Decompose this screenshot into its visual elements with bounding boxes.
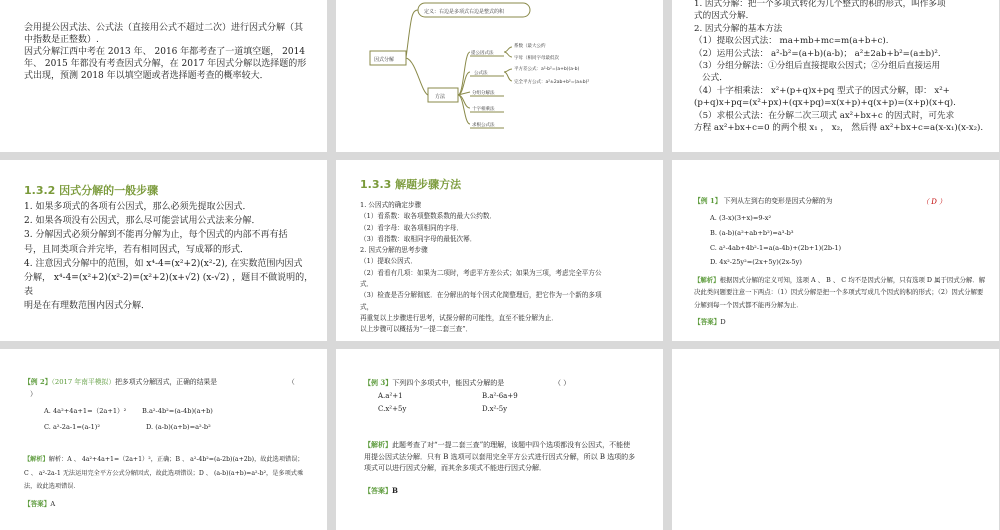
- example1-answer-mark: （ D ）: [922, 198, 947, 206]
- example2-ans-label: 【答案】: [24, 500, 51, 508]
- example2-option-c: C. a²-2a-1=(a-1)²: [44, 423, 101, 431]
- example3-option-d: D.x²-5y: [482, 405, 508, 413]
- slide-6-example-1: [672, 160, 999, 341]
- example2-tag: （2017 年南平模拟）: [51, 378, 116, 386]
- example1-option-d: D. 4x²-25y²=(2x+5y)(2x-5y): [710, 258, 802, 267]
- example1-option-c: C. a²-4ab+4b²-1=a(a-4b)+(2b+1)(2b-1): [710, 243, 842, 252]
- slide5-line: （1）看系数：取各项整数系数的最大公约数．: [360, 212, 497, 221]
- example2-option-b: B.a²-4b²=(a-4b)(a+b): [142, 407, 213, 415]
- example1-options: [710, 211, 980, 270]
- slide3-line: （2）运用公式法： a²-b²=(a+b)(a-b)； a²±2ab+b²=(a±b)².: [694, 48, 941, 59]
- slide-5: [336, 160, 663, 341]
- example1-option-b: B. (a-b)(a²+ab+b²)=a³-b³: [710, 228, 794, 237]
- slide5-line: （3）看指数：取相同字母的最低次幂．: [360, 234, 477, 243]
- example2-question: 把多项式分解因式，正确的结果是: [115, 378, 218, 386]
- slide5-line: （2）看字母：取各项相同的字母．: [360, 223, 464, 232]
- example3-answer-block: [364, 486, 398, 496]
- example1-exp-label: 【解析】: [694, 276, 720, 284]
- example3-explanation-block: [364, 439, 636, 475]
- slide5-line: （3）检查是否分解彻底．在分解出的每个因式化简整理后，把它作为一个新的多项: [360, 291, 602, 300]
- slide4-line: 2. 如果各项没有公因式，那么尽可能尝试用公式法来分解．: [24, 216, 261, 227]
- slide5-title: 1.3.3 解题步骤方法: [360, 178, 462, 191]
- slide3-line: 1. 因式分解：把一个多项式转化为几个整式的积的形式，叫作多项: [694, 0, 946, 9]
- example1-label: 【例 1】: [694, 197, 722, 205]
- mindmap-definition-text: 定义：右边是多项式右边是整式的积: [424, 9, 505, 15]
- slide1-paragraph-2: 因式分解江西中考在 2013 年、 2016 年都考查了一道填空题， 2014 年、 2015 年都没有考查因式分解，在 2017 年因式分解以选择题的形式出现，预测 2018 年以填空题或者选择题考查的概率较大．: [24, 47, 307, 81]
- mindmap-m2a: 平方差公式：a²-b²=(a+b)(a-b): [514, 67, 580, 72]
- example3-label: 【例 3】: [364, 378, 393, 387]
- example2-answer-block: [24, 499, 55, 509]
- slide-8-example-3: [336, 349, 663, 530]
- slide4-line: 号，且同类项合并完毕，若有相同因式，写成幂的形式．: [24, 244, 250, 255]
- mindmap-m3: 分组分解法: [472, 91, 495, 96]
- slide-3: [672, 0, 999, 152]
- mindmap-m2b: 完全平方公式：a²±2ab+b²=(a±b)²: [514, 80, 590, 85]
- slide3-line: （1）提取公因式法： ma+mb+mc=m(a+b+c).: [694, 36, 889, 47]
- slide5-line: 式．: [360, 280, 374, 289]
- slide-1: [0, 0, 327, 152]
- slide4-line: 明是在有理数范围内因式分解．: [24, 301, 151, 312]
- example3-exp-label: 【解析】: [364, 440, 392, 449]
- slide3-line: 公式．: [702, 73, 728, 84]
- slide-9-blank: [672, 349, 999, 530]
- mindmap-root-text: 因式分解: [374, 57, 395, 63]
- example1-explanation: 根据因式分解的定义可知，选项 A 、 B 、 C 均不是因式分解，只有选项 D 属于因式分解．解决此类问题要注意一下两点：（1）因式分解是把一个多项式写成几个因式的积的形式；（2）因式分解要分解到每一个因式都不能再分解为止．: [694, 276, 986, 309]
- slide5-line: （1）提取公因式．: [360, 257, 417, 266]
- example3-option-a: A.a²+1: [378, 392, 403, 400]
- slide3-line: 方程 ax²+bx+c=0 的两个根 x₁ ， x₂， 然后得 ax²+bx+c=a(x-x₁)(x-x₂).: [694, 123, 984, 134]
- slide4-title: 1.3.2 因式分解的一般步骤: [24, 184, 159, 197]
- example2-option-d: D. (a-b)(a+b)=a²-b²: [146, 423, 211, 431]
- example1-answer-block: [694, 317, 726, 327]
- slide5-line: 2. 因式分解的思考步骤: [360, 246, 428, 255]
- example2-explanation: 解析：A 、 4a²+4a+1=（2a+1）²，正确；B 、 a²-4b²=(a-2b)(a+2b)，故此选项错误；C 、 a²-2a-1 无法运用完全平方公式分解因式，故此选项错误；D 、 (a-b)(a+b)=a²-b²，是多项式乘法，故此选项错误．: [24, 456, 304, 491]
- slide5-line: 1. 公因式的确定步骤: [360, 201, 422, 209]
- example2-paren: （: [288, 378, 295, 386]
- slide-2-mindmap: [336, 0, 663, 152]
- example2-explanation-block: [24, 453, 304, 494]
- slide3-line: 式的因式分解．: [694, 11, 755, 22]
- mindmap-diagram: [336, 0, 663, 152]
- example2-label: 【例 2】: [24, 378, 52, 386]
- slide3-line: （3）分组分解法：①分组后直接提取公因式；②分组后直接运用: [694, 61, 941, 72]
- example1-ans-label: 【答案】: [694, 318, 721, 326]
- mindmap-m1b: 字母（相同字母最低次: [514, 56, 559, 61]
- mindmap-m1a: 系数（最大公约: [514, 44, 546, 49]
- slide4-text-block: [24, 200, 314, 314]
- example2-answer: A: [50, 500, 56, 508]
- slide3-line: 2. 因式分解的基本方法: [694, 23, 783, 34]
- example1-question: 下列从左到右的变形是因式分解的为: [723, 197, 833, 205]
- mindmap-m1: 提公因式法: [471, 51, 494, 56]
- example2-exp-label: 【解析】: [24, 456, 49, 463]
- example3-option-c: C.x²+5y: [378, 405, 407, 413]
- slide4-line: 1. 如果多项式的各项有公因式，那么必须先提取公因式．: [24, 202, 252, 212]
- example3-explanation: 此题考查了对“一提二套三查”的理解，该题中四个选项都没有公因式，不能使用提公因式法分解．只有 B 选项可以套用完全平方公式进行因式分解，所以 B 选项的多项式可以进行因式分解，而其余多项式不能进行因式分解．: [364, 441, 636, 473]
- example1-explanation-block: [694, 274, 986, 311]
- example2-option-a: A. 4a²+4a+1=（2a+1）²: [44, 407, 127, 415]
- slide3-line: （4）十字相乘法： x²+(p+q)x+pq 型式子的因式分解，即： x²+: [694, 85, 950, 96]
- slide4-line: 3. 分解因式必须分解到不能再分解为止，每个因式的内部不再有括: [24, 230, 288, 241]
- slide3-line: (p+q)x+pq=(x²+px)+(qx+pq)=x(x+p)+q(x+p)=(x+p)(x+q).: [694, 98, 956, 109]
- slide-7-example-2: [0, 349, 327, 530]
- example3-ans-label: 【答案】: [364, 486, 392, 495]
- slide3-text-block: [694, 0, 994, 134]
- example2-paren-close: ）: [30, 390, 37, 398]
- example3-answer: B: [392, 486, 398, 495]
- example1-answer: D: [720, 318, 726, 326]
- slide5-line: 再重复以上步骤进行思考，试探分解的可能性，直至不能分解为止．: [360, 313, 558, 322]
- slide5-line: 以上步骤可以概括为“一提二套三查”．: [360, 325, 473, 334]
- mindmap-m5: 求根公式法: [472, 123, 495, 128]
- example3-question: 下列四个多项式中，能因式分解的是: [392, 379, 505, 387]
- example3-paren: （ ）: [554, 379, 571, 387]
- slide4-line: 4. 注意因式分解中的范围，如 x⁴-4=(x²+2)(x²-2), 在实数范围内因式: [24, 258, 303, 269]
- slide5-text-block: [360, 200, 652, 336]
- slide5-line: （2）看看有几项：如果为二项时，考虑平方差公式；如果为三项，考虑完全平方公: [360, 268, 602, 277]
- slide3-line: （5）求根公式法：在分解二次三项式 ax²+bx+c 的因式时，可先求: [694, 110, 955, 121]
- mindmap-m2: 公式法: [474, 71, 488, 76]
- slide5-line: 式，: [360, 302, 374, 311]
- example3-option-b: B.a²-6a+9: [482, 392, 518, 400]
- slide-4: [0, 160, 327, 341]
- mindmap-method-text: 方法: [435, 94, 446, 100]
- mindmap-m4: 十字相乘法: [472, 107, 495, 112]
- slide4-line: 分解， x⁴-4=(x²+2)(x²-2)=(x²+2)(x+√2) (x-√2) ，题目不做说明的，表: [24, 273, 314, 298]
- example1-option-a: A. (3-x)(3+x)=9-x²: [710, 214, 772, 222]
- slide1-paragraph-1: 会用提公因式法、公式法（直接用公式不超过二次）进行因式分解（其中指数是正整数）.: [24, 23, 304, 45]
